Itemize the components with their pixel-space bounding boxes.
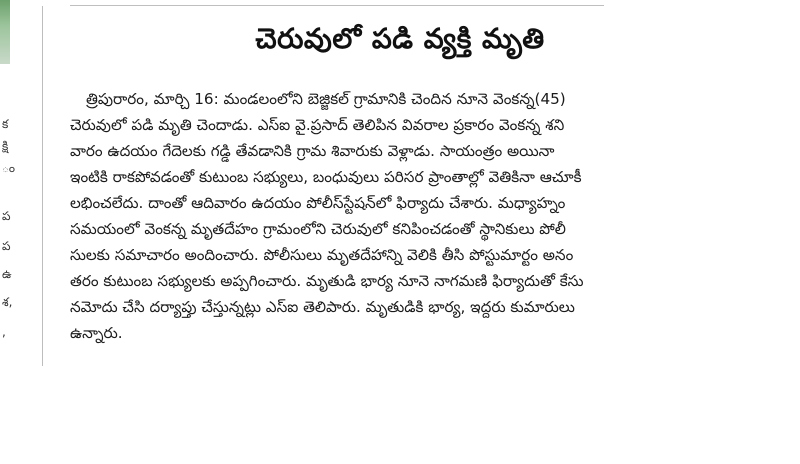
article-line: ఇంటికి రాకపోవడంతో కుటుంబ సభ్యులు, బంధువులు పరిసర ప్రాంతాల్లో వెతికినా ఆచూకీ xyxy=(70,168,582,186)
top-divider xyxy=(70,5,604,6)
adjacent-text-fragment: ఉ xyxy=(2,267,12,281)
adjacent-photo-fragment xyxy=(0,0,10,64)
adjacent-text-fragment: శ, xyxy=(2,295,13,309)
article-line: సమయంలో వెంకన్న మృతదేహం గ్రామంలోని చెరువులో కనిపించడంతో స్థానికులు పోలీ xyxy=(70,220,566,238)
adjacent-text-fragment: క xyxy=(2,117,9,131)
adjacent-text-fragment: ప xyxy=(2,209,11,223)
adjacent-text-fragment: , xyxy=(2,325,6,339)
article-headline: చెరువులో పడి వ్యక్తి మృతి xyxy=(255,22,545,55)
adjacent-column-fragment xyxy=(0,0,14,360)
adjacent-text-fragment: ం xyxy=(2,161,16,175)
article-body xyxy=(70,86,734,346)
article-line: నమోదు చేసి దర్యాప్తు చేస్తున్నట్లు ఎస్ఐ తెలిపారు. మృతుడికి భార్య, ఇద్దరు కుమారులు xyxy=(70,298,575,316)
article-line: త్రిపురారం, మార్చి 16: మండలంలోని బెజ్జికల్ గ్రామానికి చెందిన నూనె వెంకన్న(45) xyxy=(86,90,566,108)
adjacent-text-fragment: ప xyxy=(2,239,11,253)
article-line: ఉన్నారు. xyxy=(70,324,123,342)
article-line: చెరువులో పడి మృతి చెందాడు. ఎస్ఐ వై.ప్రసాద్ తెలిపిన వివరాల ప్రకారం వెంకన్న శని xyxy=(70,116,565,134)
article-line: సులకు సమాచారం అందించారు. పోలీసులు మృతదేహాన్ని వెలికి తీసి పోస్టుమార్టం అనం xyxy=(70,246,574,264)
article-line: వారం ఉదయం గేదెలకు గడ్డి తేవడానికి గ్రామ శివారుకు వెళ్లాడు. సాయంత్రం అయినా xyxy=(70,142,555,160)
column-divider xyxy=(42,6,43,366)
article-line: లభించలేదు. దాంతో ఆదివారం ఉదయం పోలీస్‌స్టేషన్‌లో ఫిర్యాదు చేశారు. మధ్యాహ్నం xyxy=(70,194,566,212)
adjacent-text-fragment: క్షి xyxy=(2,139,9,153)
article-line: తరం కుటుంబ సభ్యులకు అప్పగించారు. మృతుడి భార్య నూనె నాగమణి ఫిర్యాదుతో కేసు xyxy=(70,272,584,290)
